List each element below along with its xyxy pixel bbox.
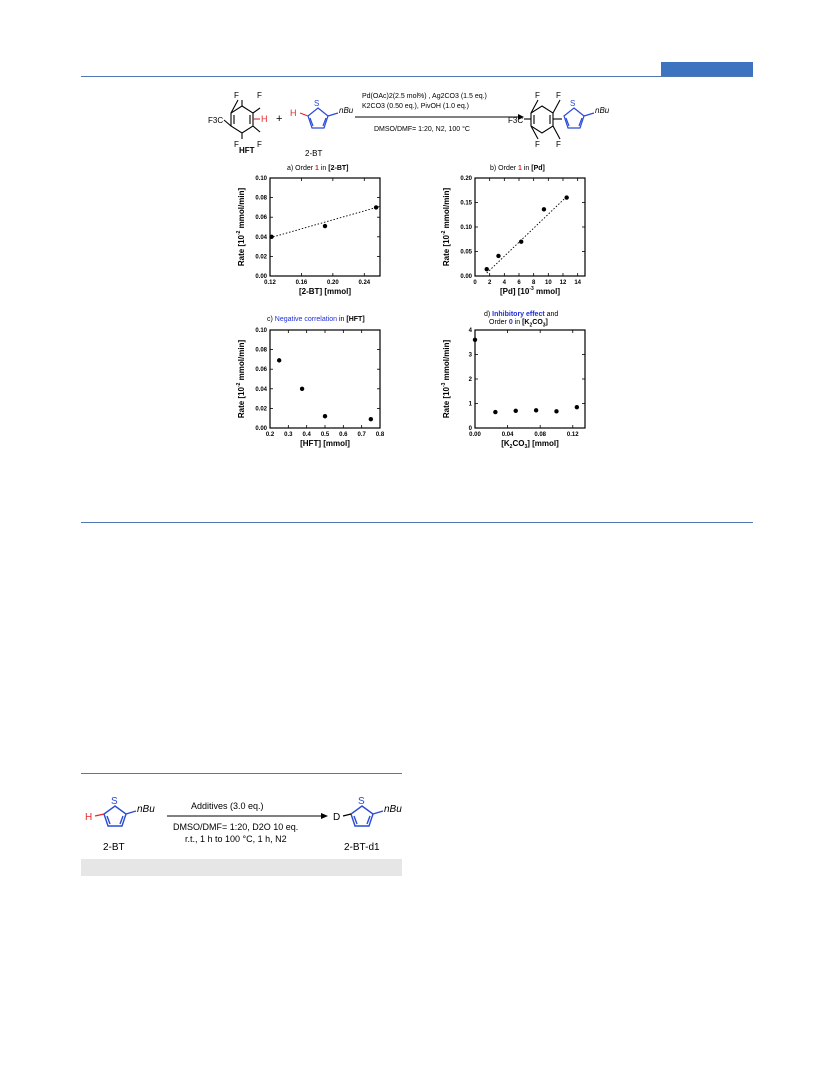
x-tick-label: 0.24 <box>358 280 371 286</box>
y-tick-label: 0.05 <box>460 249 472 256</box>
data-point <box>300 387 304 391</box>
x-axis-label: $[K_2CO_3]$ [mmol] <box>501 439 559 450</box>
hft-structure <box>224 100 260 139</box>
y-tick-label: 0.10 <box>255 176 267 182</box>
2bt-reactant-structure <box>95 806 136 826</box>
panel-d-title-2: Order 0 in $[K_2CO_3]$ <box>489 319 548 329</box>
y-tick-label: 3 <box>468 352 472 359</box>
x-tick-label: 0.20 <box>327 280 339 286</box>
scheme2-rule <box>81 773 402 774</box>
s2-product-s: S <box>358 796 365 807</box>
2bt-label: 2-BT <box>305 149 323 158</box>
header-rule <box>81 76 753 77</box>
x-tick-label: 10 <box>544 280 552 286</box>
s2-conditions-3: r.t., 1 h to 100 °C, 1 h, N2 <box>185 834 287 844</box>
data-point <box>323 414 327 418</box>
conditions-line-2: K2CO3 (0.50 eq.), PivOH (1.0 eq.) <box>362 103 469 110</box>
trendline <box>270 206 380 237</box>
y-axis-label: Rate [$10^{-3}$ mmol/min] <box>441 339 451 419</box>
2bt-s: S <box>314 99 320 108</box>
data-point <box>485 267 489 271</box>
chart-d <box>430 324 595 456</box>
s2-product-label: 2-BT-d1 <box>344 842 380 853</box>
header-block <box>661 62 753 76</box>
x-tick-label: 0 <box>473 280 477 286</box>
hft-f-1: F <box>234 91 239 100</box>
x-tick-label: 0.7 <box>357 432 366 438</box>
x-tick-label: 4 <box>502 280 507 286</box>
data-point <box>514 409 518 413</box>
hft-f-3: F <box>234 140 239 149</box>
s2-reactant-nbu: nBu <box>137 804 155 815</box>
x-tick-label: 2 <box>487 280 492 286</box>
data-point <box>369 417 373 421</box>
x-axis-label: [2-BT] [mmol] <box>299 287 351 296</box>
data-point <box>554 409 558 413</box>
panel-a-title: a) Order 1 in [2-BT] <box>287 165 349 172</box>
y-tick-label: 0.15 <box>460 200 472 207</box>
plot-frame <box>270 330 380 428</box>
data-point <box>493 410 497 414</box>
chart-b <box>430 172 595 304</box>
x-tick-label: 6 <box>517 280 521 286</box>
chart-a <box>225 172 390 304</box>
y-tick-label: 0.06 <box>255 367 267 374</box>
y-tick-label: 0.00 <box>460 274 472 280</box>
s2-product-d: D <box>333 812 341 823</box>
data-point <box>534 408 538 412</box>
trendline <box>487 197 567 273</box>
y-axis-label: Rate [$10^{-2}$ mmol/min] <box>236 187 246 267</box>
plot-frame <box>475 178 585 276</box>
hft-label: HFT <box>239 146 255 155</box>
x-tick-label: 0.4 <box>302 432 311 438</box>
x-tick-label: 0.6 <box>339 432 348 438</box>
s2-reactant-label: 2-BT <box>103 842 125 853</box>
panel-d-title-1: d) Inhibitory effect and <box>484 311 559 318</box>
y-tick-label: 0 <box>468 426 472 432</box>
x-tick-label: 0.04 <box>501 432 514 438</box>
data-point <box>323 224 327 228</box>
x-tick-label: 0.5 <box>320 432 330 438</box>
panel-b-title: b) Order 1 in [Pd] <box>490 165 545 172</box>
data-point <box>277 358 281 362</box>
scheme-2 <box>81 790 402 858</box>
product-f-4: F <box>556 140 561 149</box>
s2-reactant-h: H <box>85 812 93 823</box>
y-tick-label: 0.06 <box>255 215 267 222</box>
x-axis-label: [HFT] [mmol] <box>300 439 350 448</box>
hft-h: H <box>261 114 268 124</box>
x-tick-label: 8 <box>531 280 536 286</box>
product-f-2: F <box>556 91 561 100</box>
panel-c-title: c) Negative correlation in [HFT] <box>267 316 365 323</box>
y-tick-label: 0.10 <box>460 225 472 231</box>
hft-cf3: F3C <box>208 116 224 125</box>
y-tick-label: 0.04 <box>255 386 267 393</box>
y-axis-label: Rate [$10^{-2}$ mmol/min] <box>236 339 246 419</box>
y-tick-label: 0.08 <box>255 347 267 354</box>
y-tick-label: 0.02 <box>255 254 267 261</box>
x-tick-label: 0.3 <box>284 432 293 438</box>
product-structure <box>524 100 562 139</box>
x-tick-label: 12 <box>559 280 567 286</box>
product-cf3: F3C <box>508 116 524 125</box>
y-tick-label: 0.08 <box>255 195 267 202</box>
plot-frame <box>475 330 585 428</box>
y-tick-label: 0.20 <box>460 176 472 182</box>
y-tick-label: 0.00 <box>255 426 267 432</box>
2bt-structure <box>300 108 338 128</box>
y-tick-label: 2 <box>468 377 472 383</box>
x-tick-label: 0.16 <box>295 280 308 286</box>
x-tick-label: 0.00 <box>469 432 481 438</box>
scheme-1 <box>200 86 630 161</box>
product-f-3: F <box>535 140 540 149</box>
chart-c <box>225 324 390 456</box>
data-point <box>374 205 378 209</box>
s2-conditions-2: DMSO/DMF= 1:20, D2O 10 eq. <box>173 822 299 832</box>
x-tick-label: 0.2 <box>265 432 275 438</box>
product-f-1: F <box>535 91 540 100</box>
table-header-bar <box>81 859 402 876</box>
product-s: S <box>570 99 576 108</box>
data-point <box>542 207 546 211</box>
y-tick-label: 0.10 <box>255 328 267 334</box>
data-point <box>575 405 579 409</box>
conditions-line-3: DMSO/DMF= 1:20, N2, 100 °C <box>374 126 470 133</box>
x-axis-label: [Pd] [$10^{-3}$ mmol] <box>499 286 561 296</box>
s2-reactant-s: S <box>111 796 118 807</box>
data-point <box>496 254 500 258</box>
y-tick-label: 1 <box>468 401 472 408</box>
2bt-nbu: nBu <box>339 106 354 115</box>
x-tick-label: 0.12 <box>566 432 579 438</box>
y-axis-label: Rate [$10^{-2}$ mmol/min] <box>441 187 451 267</box>
conditions-line-1: Pd(OAc)2(2.5 mol%) , Ag2CO3 (1.5 eq.) <box>362 93 487 100</box>
data-point <box>564 195 568 199</box>
data-point <box>519 240 523 244</box>
hft-f-4: F <box>257 140 262 149</box>
y-tick-label: 0.04 <box>255 234 267 241</box>
product-nbu: nBu <box>595 106 610 115</box>
x-tick-label: 0.08 <box>534 432 547 438</box>
2bt-h: H <box>290 108 297 118</box>
data-point <box>269 235 273 239</box>
s2-conditions-1: Additives (3.0 eq.) <box>191 801 264 811</box>
s2-product-nbu: nBu <box>384 804 402 815</box>
y-tick-label: 4 <box>468 328 472 334</box>
hft-f-2: F <box>257 91 262 100</box>
x-tick-label: 0.12 <box>264 280 276 286</box>
y-tick-label: 0.02 <box>255 406 267 413</box>
2bt-d1-structure <box>343 806 383 826</box>
y-tick-label: 0.00 <box>255 274 267 280</box>
section-rule <box>81 522 753 523</box>
x-tick-label: 0.8 <box>375 432 385 438</box>
data-point <box>473 338 477 342</box>
plus-sign: + <box>276 113 283 125</box>
x-tick-label: 14 <box>574 280 582 286</box>
